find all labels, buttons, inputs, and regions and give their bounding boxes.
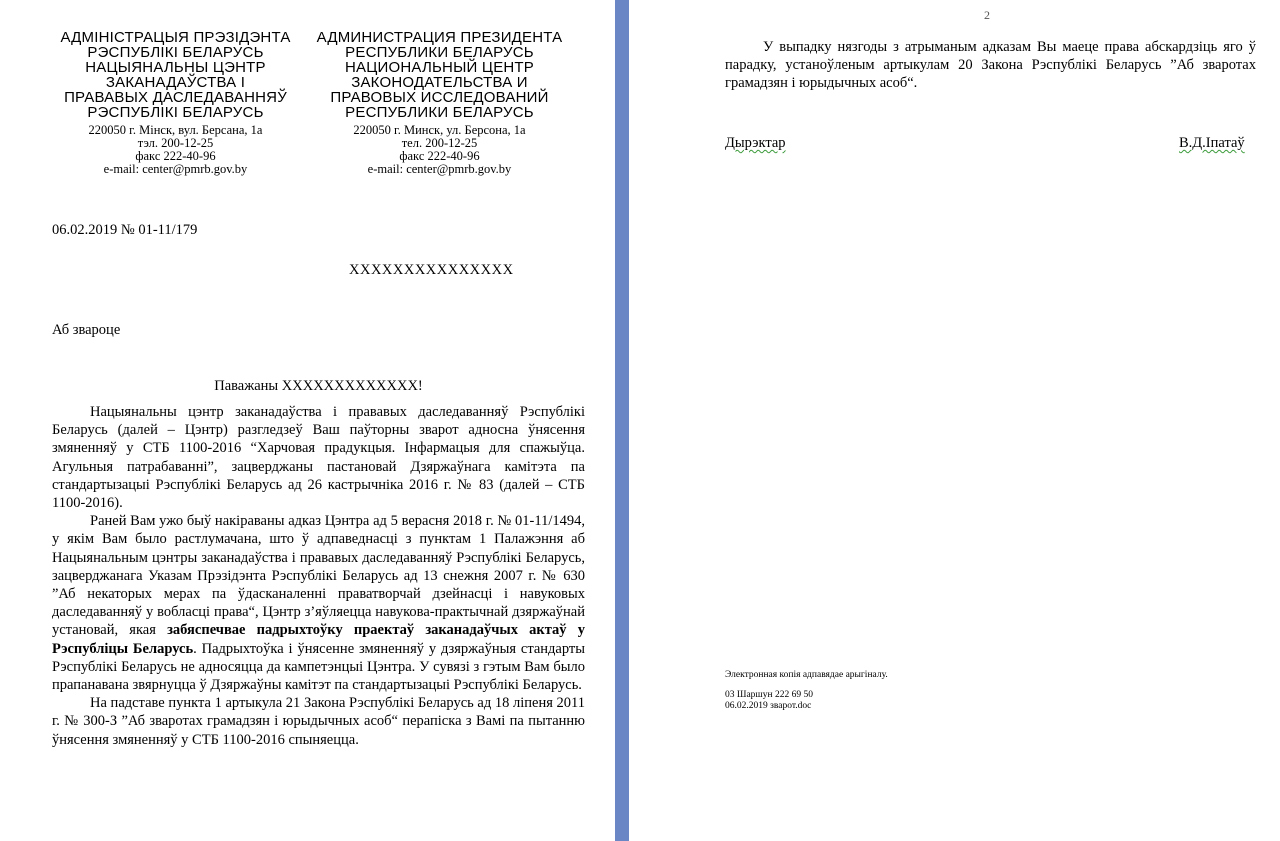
- body-paragraph: Нацыянальны цэнтр заканадаўства і прававых даследаванняў Рэспублікі Беларусь (далей – Цэнтр) разгледзеў Ваш паўторны зварот адносна ўнясення змяненняў у СТБ 1100-2016 “Харчовая прадукцыя. Інфармацыя для спажыўца. Агульныя патрабаванні”, зацверджаны пастановай Дзяржаўнага камітэта па стандартызацыі Рэспублікі Беларусь ад 26 кастрычніка 2016 г. № 83 (далей – СТБ 1100-2016).: [52, 404, 585, 512]
- letter-body: [52, 403, 585, 749]
- org-email: e-mail: center@pmrb.gov.by: [367, 162, 512, 176]
- body-text: . Падрыхтоўка і ўнясенне змяненняў у дзяржаўныя стандарты Рэспублікі Беларусь не адносяцца да кампетэнцыі Цэнтра. У сувязі з гэтым Вам было прапанавана звярнуцца ў Дзяржаўны камітэт па стандартызацыі Рэспублікі Беларусь.: [52, 640, 586, 694]
- letter-body: [725, 38, 1256, 93]
- org-phone: тэл. 200-12-25: [137, 136, 214, 150]
- letterhead-russian: [312, 30, 567, 176]
- org-name-line: АДМИНИСТРАЦИЯ ПРЕЗИДЕНТА: [316, 29, 563, 46]
- body-paragraph: У выпадку нязгоды з атрыманым адказам Вы маеце права абскардзіць яго ў парадку, устаноўленым артыкулам 20 Закона Рэспублікі Беларусь ”Аб зваротах грамадзян і юрыдычных асоб“.: [725, 39, 1256, 92]
- document-page-2: [629, 0, 1280, 841]
- body-paragraph: [52, 512, 585, 694]
- org-address: 220050 г. Минск, ул. Берсона, 1а: [353, 123, 526, 137]
- executor-line: 03 Шаршун 222 69 50: [725, 690, 813, 700]
- org-name-line: ПРАВАВЫХ ДАСЛЕДАВАННЯЎ: [64, 89, 287, 106]
- org-email: e-mail: center@pmrb.gov.by: [103, 162, 248, 176]
- document-reference: 06.02.2019 № 01-11/179: [52, 222, 198, 238]
- page-separator: [615, 0, 629, 841]
- org-name-line: РЕСПУБЛИКИ БЕЛАРУСЬ: [345, 44, 534, 61]
- signatory-name: В.Д.Іпатаў: [1179, 135, 1245, 151]
- org-name-line: РЭСПУБЛІКІ БЕЛАРУСЬ: [87, 104, 264, 121]
- org-fax: факс 222-40-96: [135, 149, 216, 163]
- bold-emphasis: забяспечвае падрыхтоўку праектаў заканадаўчых актаў у Рэспубліцы Беларусь: [52, 622, 585, 657]
- org-phone: тел. 200-12-25: [401, 136, 478, 150]
- body-text: Раней Вам ужо быў накіраваны адказ Цэнтра ад 5 верасня 2018 г. № 01-11/1494, у якім Вам было растлумачана, што ў адпаведнасці з пунктам 1 Палажэння аб Нацыянальным цэнтры заканадаўства і прававых даследаванняў Рэспублікі Беларусь, зацверджанага Указам Прэзідэнта Рэспублікі Беларусь ад 13 снежня 2007 г. № 630 ”Аб некаторых мерах па ўдасканаленні праватворчай дзейнасці і навуковых даследаванняў у вобласці права“, Цэнтр з’яўляецца навукова-практычнай дзяржаўнай установай, якая: [52, 513, 585, 639]
- org-name-line: РЭСПУБЛІКІ БЕЛАРУСЬ: [87, 44, 264, 61]
- electronic-copy-note: Электронная копія адпавядае арыгіналу.: [725, 670, 888, 680]
- body-paragraph: На падставе пункта 1 артыкула 21 Закона Рэспублікі Беларусь ад 18 ліпеня 2011 г. № 300-З ”Аб зваротах грамадзян і юрыдычных асоб“ перапіска з Вамі па пытанню ўнясення змяненняў у СТБ 1100-2016 спыняецца.: [52, 695, 585, 748]
- subject-line: Аб звароце: [52, 322, 121, 338]
- org-name-line: ЗАКОНОДАТЕЛЬСТВА И: [351, 74, 528, 91]
- org-name-line: ПРАВОВЫХ ИССЛЕДОВАНИЙ: [330, 89, 549, 106]
- page-number: 2: [984, 8, 990, 22]
- signatory-title: Дырэктар: [725, 135, 786, 151]
- org-name-line: ЗАКАНАДАЎСТВА І: [105, 74, 246, 91]
- org-fax: факс 222-40-96: [399, 149, 480, 163]
- org-address: 220050 г. Мінск, вул. Берсана, 1а: [88, 123, 263, 137]
- file-info-line: 06.02.2019 зварот.doc: [725, 700, 812, 711]
- document-page-1: [0, 0, 615, 841]
- org-name-line: АДМІНІСТРАЦЫЯ ПРЭЗІДЭНТА: [60, 29, 291, 46]
- salutation: Паважаны XXXXXXXXXXXXX!: [214, 378, 423, 394]
- org-name-line: НАЦЫЯНАЛЬНЫ ЦЭНТР: [85, 59, 266, 76]
- org-name-line: НАЦИОНАЛЬНЫЙ ЦЕНТР: [345, 59, 534, 76]
- letterhead-belarusian: [48, 30, 303, 176]
- executor-info: [725, 690, 813, 711]
- recipient: XXXXXXXXXXXXXXX: [349, 262, 514, 278]
- org-name-line: РЕСПУБЛИКИ БЕЛАРУСЬ: [345, 104, 534, 121]
